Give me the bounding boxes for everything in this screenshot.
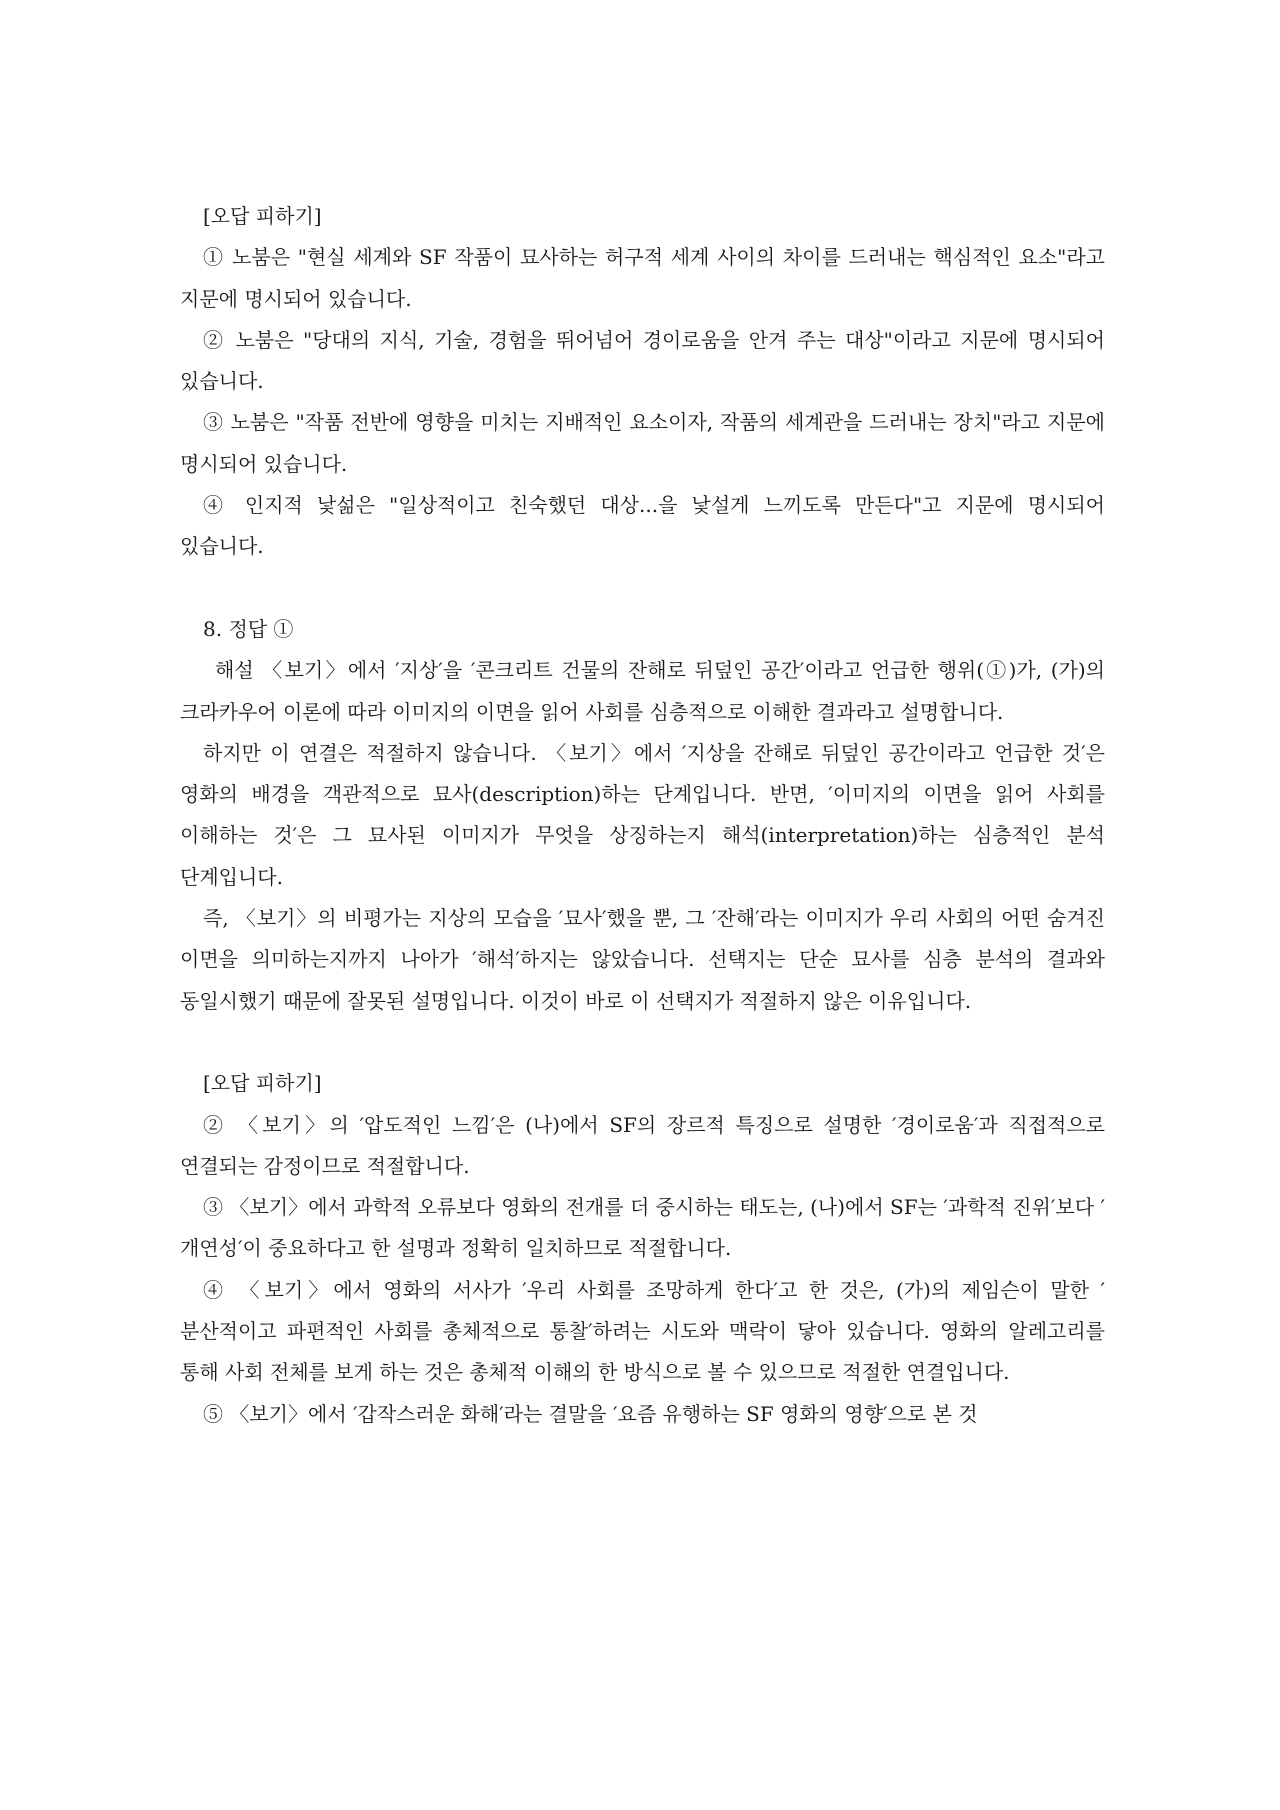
section2-heading: [오답 피하기] [203, 1071, 322, 1096]
document-page [180, 196, 1105, 1435]
section2-item-3: ③ 〈보기〉에서 과학적 오류보다 영화의 전개를 더 중시하는 태도는, (나)에서 SF는 ′과학적 진위′보다 ′개연성′이 중요하다고 한 설명과 정확히 일치하므로 적절합니다. [180, 1195, 1105, 1261]
spacer [180, 568, 1105, 609]
section1-item-1: ① 노붐은 "현실 세계와 SF 작품이 묘사하는 허구적 세계 사이의 차이를 드러내는 핵심적인 요소"라고 지문에 명시되어 있습니다. [180, 245, 1105, 311]
question8-paragraph-3: 즉, 〈보기〉의 비평가는 지상의 모습을 ′묘사′했을 뿐, 그 ′잔해′라는 이미지가 우리 사회의 어떤 숨겨진 이면을 의미하는지까지 나아가 ′해석′하지는 않았습니다. 선택지는 단순 묘사를 심층 분석의 결과와 동일시했기 때문에 잘못된 설명입니다. 이것이 바로 이 선택지가 적절하지 않은 이유입니다. [180, 906, 1105, 1013]
question8-paragraph-2: 하지만 이 연결은 적절하지 않습니다. 〈보기〉에서 ′지상을 잔해로 뒤덮인 공간이라고 언급한 것′은 영화의 배경을 객관적으로 묘사(description)하는 단계입니다. 반면, ′이미지의 이면을 읽어 사회를 이해하는 것′은 그 묘사된 이미지가 무엇을 상징하는지 해석(interpretation)하는 심층적인 분석 단계입니다. [180, 740, 1105, 889]
question8-answer: 8. 정답 ① [203, 616, 294, 641]
section1-heading: [오답 피하기] [203, 204, 322, 228]
section1-item-2: ② 노붐은 "당대의 지식, 기술, 경험을 뛰어넘어 경이로움을 안겨 주는 대상"이라고 지문에 명시되어 있습니다. [180, 327, 1105, 394]
section1-item-4: ④ 인지적 낯섦은 "일상적이고 친숙했던 대상...을 낯설게 느끼도록 만든다"고 지문에 명시되어 있습니다. [180, 493, 1105, 559]
section2-item-5: ⑤ 〈보기〉에서 ′갑작스러운 화해′라는 결말을 ′요즘 유행하는 SF 영화의 영향′으로 본 것 [203, 1401, 978, 1426]
section1-item-3: ③ 노붐은 "작품 전반에 영향을 미치는 지배적인 요소이자, 작품의 세계관을 드러내는 장치"라고 지문에 명시되어 있습니다. [180, 410, 1105, 476]
spacer [180, 1022, 1105, 1063]
question8-paragraph-1: 해설 〈보기〉에서 ′지상′을 ′콘크리트 건물의 잔해로 뒤덮인 공간′이라고 언급한 행위(①)가, (가)의 크라카우어 이론에 따라 이미지의 이면을 읽어 사회를 심층적으로 이해한 결과라고 설명합니다. [180, 658, 1105, 724]
section2-item-2: ② 〈보기〉의 ′압도적인 느낌′은 (나)에서 SF의 장르적 특징으로 설명한 ′경이로움′과 직접적으로 연결되는 감정이므로 적절합니다. [180, 1112, 1105, 1178]
section2-item-4: ④ 〈보기〉에서 영화의 서사가 ′우리 사회를 조망하게 한다′고 한 것은, (가)의 제임슨이 말한 ′분산적이고 파편적인 사회를 총체적으로 통찰′하려는 시도와 맥락이 닿아 있습니다. 영화의 알레고리를 통해 사회 전체를 보게 하는 것은 총체적 이해의 한 방식으로 볼 수 있으므로 적절한 연결입니다. [180, 1277, 1105, 1385]
